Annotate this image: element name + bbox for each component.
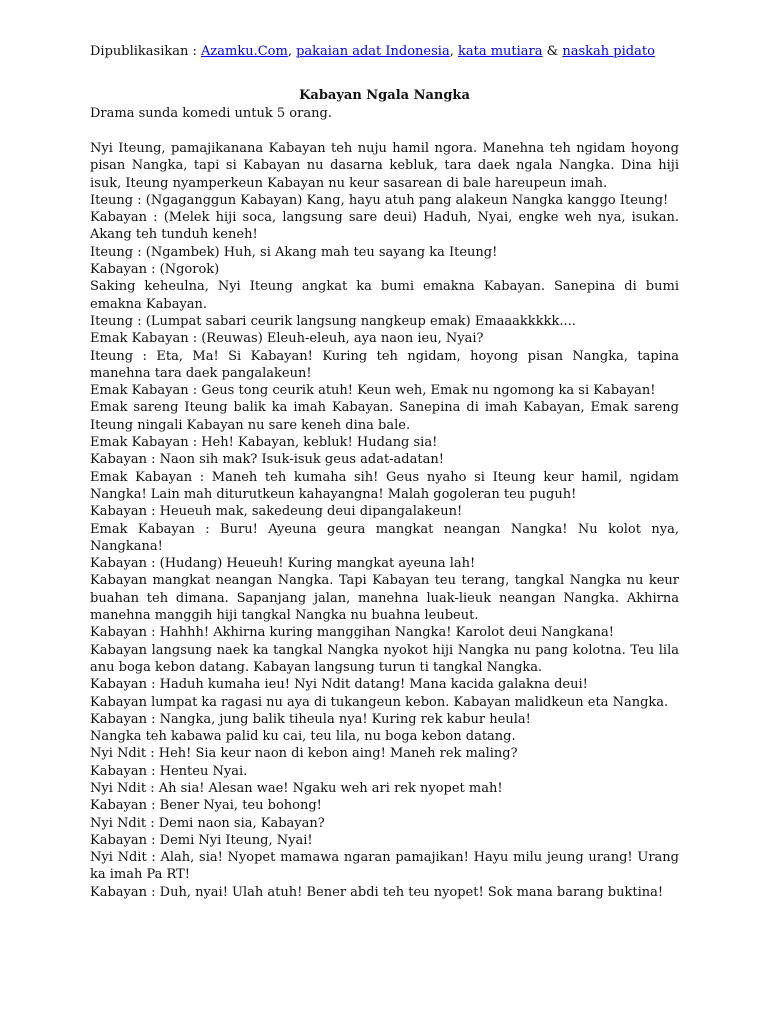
- paragraph: Kabayan : (Hudang) Heueuh! Kuring mangkat ayeuna lah!: [90, 556, 476, 572]
- link-azamku[interactable]: Azamku.Com: [201, 44, 288, 59]
- paragraph: Kabayan : Hahhh! Akhirna kuring manggihan Nangka! Karolot deui Nangkana!: [90, 625, 614, 641]
- paragraph: Kabayan : Demi Nyi Iteung, Nyai!: [90, 832, 313, 848]
- paragraph: Emak sareng Iteung balik ka imah Kabayan. Sanepina di imah Kabayan, Emak sareng Iteung ningali Kabayan nu sare keneh dina bale.: [90, 400, 679, 433]
- paragraph: Emak Kabayan : Maneh teh kumaha sih! Geus nyaho si Iteung keur hamil, ngidam Nangka! Lain mah diturutkeun kahayangna! Malah gogoleran teu puguh!: [90, 469, 679, 502]
- paragraph: Saking keheulna, Nyi Iteung angkat ka bumi emakna Kabayan. Sanepina di bumi emakna Kabayan.: [90, 279, 679, 312]
- paragraph: Nyi Ndit : Heh! Sia keur naon di kebon aing! Maneh rek maling?: [90, 746, 518, 762]
- link-naskah-pidato[interactable]: naskah pidato: [562, 44, 655, 59]
- paragraph: Kabayan langsung naek ka tangkal Nangka nyokot hiji Nangka nu pang kolotna. Teu lila anu boga kebon datang. Kabayan langsung turun ti tangkal Nangka.: [90, 642, 679, 675]
- link-pakaian-adat[interactable]: pakaian adat Indonesia: [296, 44, 450, 59]
- paragraph: Kabayan lumpat ka ragasi nu aya di tukangeun kebon. Kabayan malidkeun eta Nangka.: [90, 694, 669, 710]
- paragraph: Kabayan : Nangka, jung balik tiheula nya! Kuring rek kabur heula!: [90, 711, 531, 727]
- paragraph: Nyi Iteung, pamajikanana Kabayan teh nuju hamil ngora. Manehna teh ngidam hoyong pisan Nangka, tapi si Kabayan nu dasarna kebluk, tara daek ngala Nangka. Dina hiji isuk, Iteung nyamperkeun Kabayan nu keur sasarean di bale hareupeun imah.: [90, 141, 679, 191]
- paragraph: Nyi Ndit : Alah, sia! Nyopet mamawa ngaran pamajikan! Hayu milu jeung urang! Urang ka imah Pa RT!: [90, 850, 679, 883]
- paragraph: Kabayan : Henteu Nyai.: [90, 763, 248, 779]
- paragraph: Emak Kabayan : Geus tong ceurik atuh! Keun weh, Emak nu ngomong ka si Kabayan!: [90, 383, 656, 399]
- paragraph: Emak Kabayan : Buru! Ayeuna geura mangkat neangan Nangka! Nu kolot nya, Nangkana!: [90, 521, 679, 554]
- document-subtitle: Drama sunda komedi untuk 5 orang.: [90, 106, 332, 121]
- link-kata-mutiara[interactable]: kata mutiara: [457, 44, 543, 59]
- document-title: Kabayan Ngala Nangka: [299, 88, 470, 103]
- paragraph: Kabayan : Haduh kumaha ieu! Nyi Ndit datang! Mana kacida galakna deui!: [90, 677, 588, 693]
- document-body: [90, 140, 679, 901]
- paragraph: Kabayan mangkat neangan Nangka. Tapi Kabayan teu terang, tangkal Nangka nu keur buahan teh dimana. Sapanjang jalan, manehna luak-lieuk neangan Nangka. Akhirna manehna manggih hiji tangkal Nangka nu buahna leubeut.: [90, 573, 679, 624]
- paragraph: Iteung : Eta, Ma! Si Kabayan! Kuring teh ngidam, hoyong pisan Nangka, tapina manehna tara daek pangalakeun!: [90, 348, 679, 381]
- paragraph: Nangka teh kabawa palid ku cai, teu lila, nu boga kebon datang.: [90, 729, 516, 745]
- paragraph: Kabayan : (Melek hiji soca, langsung sare deui) Haduh, Nyai, engke weh nya, isukan. Akang teh tunduh keneh!: [90, 210, 679, 243]
- paragraph: Kabayan : Heueuh mak, sakedeung deui dipangalakeun!: [90, 504, 463, 520]
- publication-line: Dipublikasikan : Azamku.Com, pakaian adat Indonesia, kata mutiara & naskah pidato: [90, 44, 655, 59]
- paragraph: Nyi Ndit : Demi naon sia, Kabayan?: [90, 815, 325, 831]
- publication-prefix: Dipublikasikan :: [90, 44, 202, 59]
- paragraph: Iteung : (Lumpat sabari ceurik langsung nangkeup emak) Emaaakkkkk....: [90, 313, 576, 329]
- paragraph: Iteung : (Ngambek) Huh, si Akang mah teu sayang ka Iteung!: [90, 244, 498, 260]
- paragraph: Kabayan : (Ngorok): [90, 262, 220, 278]
- paragraph: Emak Kabayan : (Reuwas) Eleuh-eleuh, aya naon ieu, Nyai?: [90, 331, 484, 347]
- paragraph: Kabayan : Naon sih mak? Isuk-isuk geus adat-adatan!: [90, 452, 444, 468]
- paragraph: Kabayan : Bener Nyai, teu bohong!: [90, 798, 322, 814]
- paragraph: Nyi Ndit : Ah sia! Alesan wae! Ngaku weh ari rek nyopet mah!: [90, 780, 503, 796]
- paragraph: Iteung : (Ngaganggun Kabayan) Kang, hayu atuh pang alakeun Nangka kanggo Iteung!: [90, 192, 669, 208]
- paragraph: Kabayan : Duh, nyai! Ulah atuh! Bener abdi teh teu nyopet! Sok mana barang buktina!: [90, 884, 664, 900]
- paragraph: Emak Kabayan : Heh! Kabayan, kebluk! Hudang sia!: [90, 435, 438, 451]
